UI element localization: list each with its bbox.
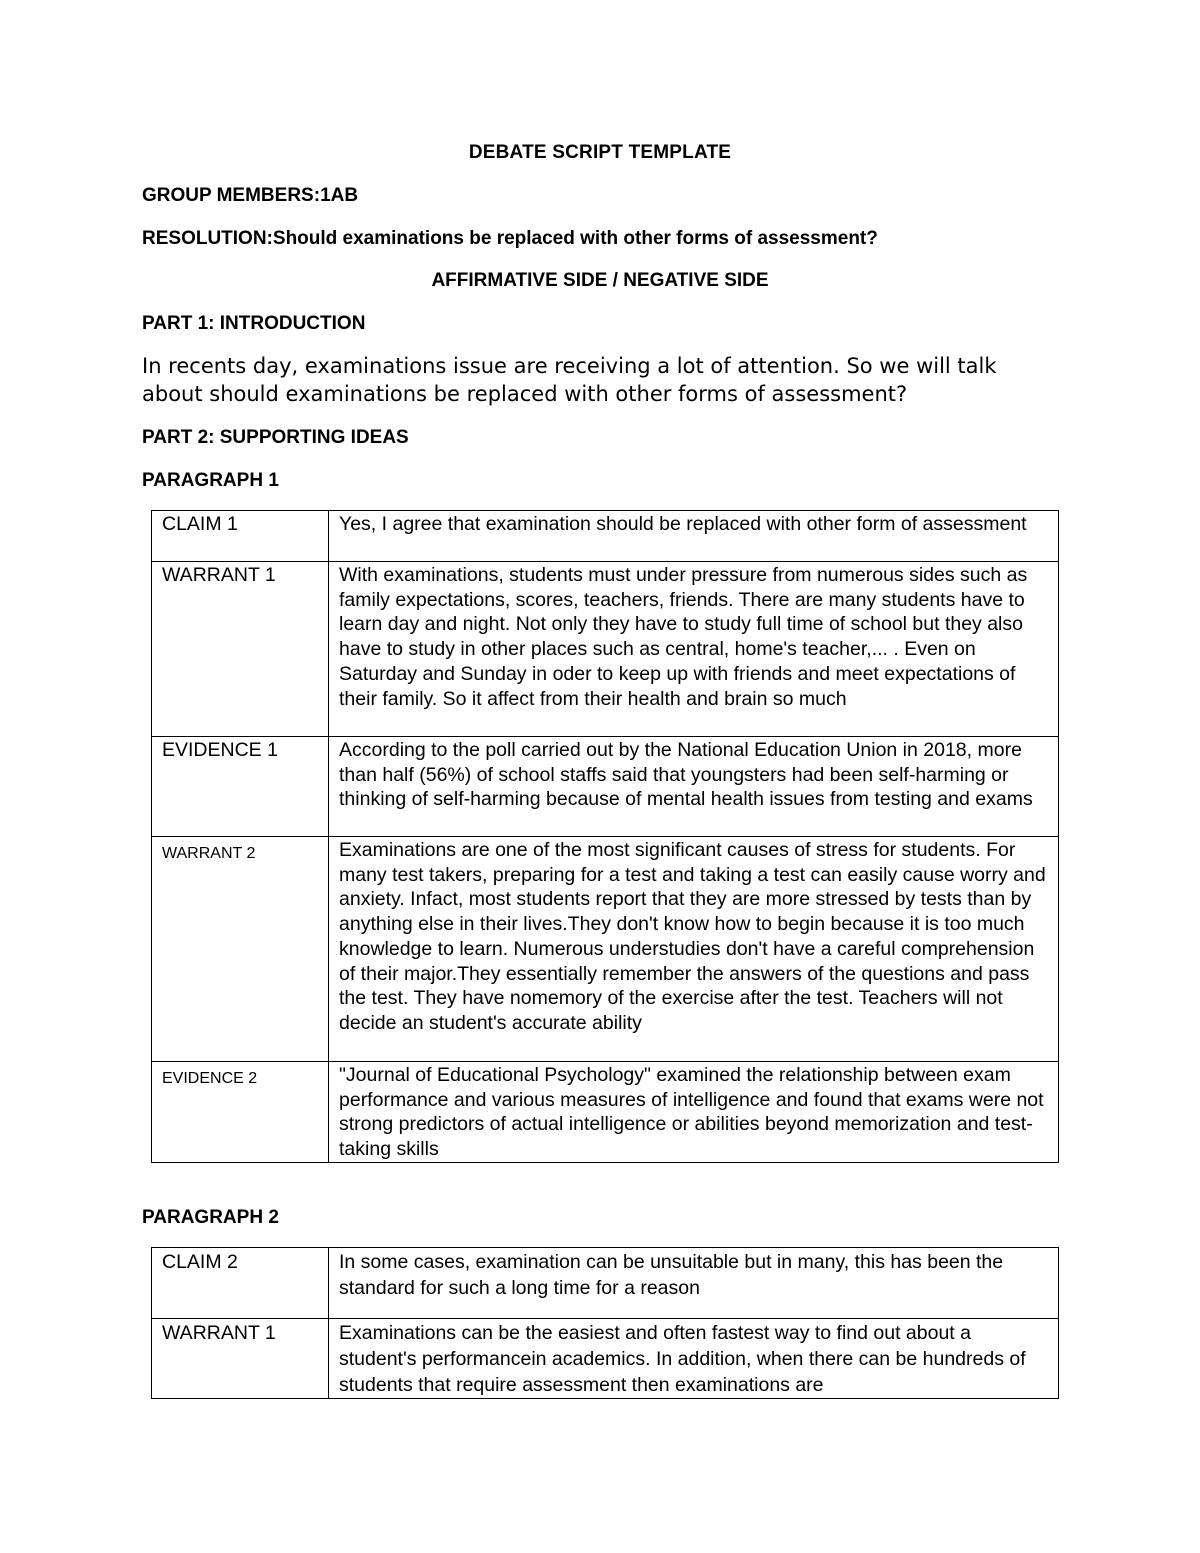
resolution-value: Should examinations be replaced with other forms of assessment? (272, 228, 878, 249)
row-text: Examinations can be the easiest and often fastest way to find out about a student's performancein academics. In addition, when there can be hundreds of students that require assessment then examinations are (329, 1319, 1059, 1399)
resolution-line (142, 228, 878, 250)
paragraph2-heading: PARAGRAPH 2 (142, 1207, 279, 1228)
row-text: Examinations are one of the most significant causes of stress for students. For many test takers, preparing for a test and taking a test can easily cause worry and anxiety. Infact, most students report that they are more stressed by tests than by anything else in their lives.They don't know how to begin because it is too much knowledge to learn. Numerous understudies don't have a careful comprehension of their major.They essentially remember the answers of the questions and pass the test. They have nomemory of the exercise after the test. Teachers will not decide an student's accurate ability (329, 837, 1059, 1062)
group-members-label: GROUP MEMBERS: (142, 185, 321, 206)
table-row (152, 1062, 1059, 1163)
group-members-value: 1AB (320, 185, 359, 206)
table-row (152, 511, 1059, 562)
row-key: WARRANT 1 (152, 1319, 329, 1399)
row-key: CLAIM 1 (152, 511, 329, 562)
row-text: "Journal of Educational Psychology" examined the relationship between exam performance and various measures of intelligence and found that exams were not strong predictors of actual intelligence or abilities beyond memorization and test-taking skills (329, 1062, 1059, 1163)
row-text: According to the poll carried out by the National Education Union in 2018, more than half (56%) of school staffs said that youngsters had been self-harming or thinking of self-harming because of mental health issues from testing and exams (329, 737, 1059, 837)
paragraph1-table (151, 510, 1059, 1163)
row-key: CLAIM 2 (152, 1248, 329, 1319)
row-text: With examinations, students must under pressure from numerous sides such as family expectations, scores, teachers, friends. There are many students have to learn day and night. Not only they have to study full time of school but they also have to study in other places such as central, home's teacher,... . Even on Saturday and Sunday in oder to keep up with friends and meet expectations of their family. So it affect from their health and brain so much (329, 562, 1059, 737)
table-row (152, 1319, 1059, 1399)
paragraph2-table (151, 1247, 1059, 1399)
row-text: In some cases, examination can be unsuitable but in many, this has been the standard for such a long time for a reason (329, 1248, 1059, 1319)
table-row (152, 837, 1059, 1062)
row-key: WARRANT 1 (152, 562, 329, 737)
table-row (152, 1248, 1059, 1319)
group-members-line (142, 185, 358, 207)
sides-heading: AFFIRMATIVE SIDE / NEGATIVE SIDE (431, 270, 769, 291)
table-row (152, 562, 1059, 737)
paragraph1-heading: PARAGRAPH 1 (142, 470, 279, 491)
part1-heading: PART 1: INTRODUCTION (142, 313, 366, 334)
row-key: WARRANT 2 (152, 837, 329, 1062)
row-key: EVIDENCE 2 (152, 1062, 329, 1163)
introduction-text: In recents day, examinations issue are receiving a lot of attention. So we will talk about should examinations be replaced with other forms of assessment? (142, 354, 997, 406)
resolution-label: RESOLUTION: (142, 228, 273, 249)
part2-heading: PART 2: SUPPORTING IDEAS (142, 427, 409, 448)
row-text: Yes, I agree that examination should be replaced with other form of assessment (329, 511, 1059, 562)
table-row (152, 737, 1059, 837)
document-title: DEBATE SCRIPT TEMPLATE (468, 142, 732, 163)
row-key: EVIDENCE 1 (152, 737, 329, 837)
